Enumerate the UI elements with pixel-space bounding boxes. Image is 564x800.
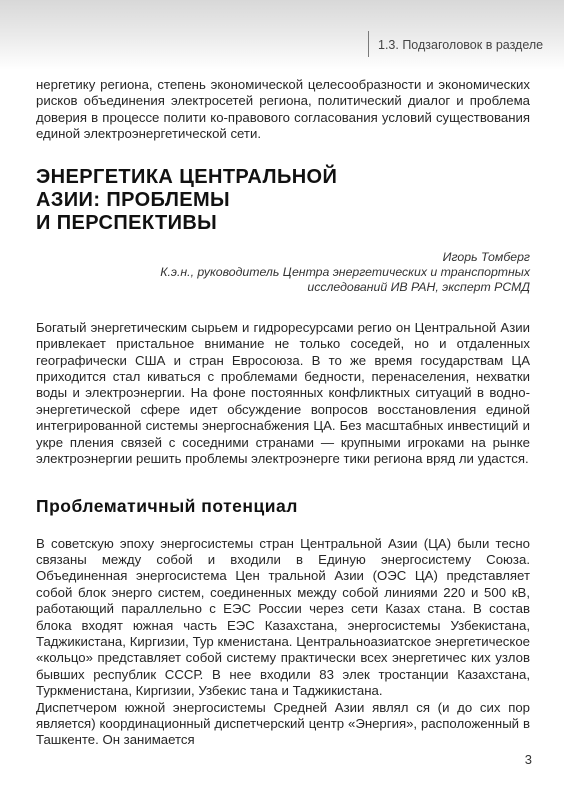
body-paragraph — [36, 536, 530, 700]
text-line: вопросов восстановления единой интегрированной системы — [36, 401, 530, 434]
text-line: тики региона вряд ли удастся. — [343, 451, 529, 467]
article-title-line: ЭНЕРГЕТИКА ЦЕНТРАЛЬНОЙ — [36, 165, 338, 188]
page-content — [36, 77, 530, 749]
text-line: кменистана. Центральноазиатское энергетическое «кольцо» — [36, 633, 530, 666]
text-line: Диспетчером южной энергосистемы Средней Азии являл — [36, 699, 409, 715]
article-title-line: И ПЕРСПЕКТИВЫ — [36, 211, 218, 234]
author-affiliation: К.э.н., руководитель Центра энергетических и транспортных — [160, 265, 530, 280]
text-line: систем, соединенных между собой линиями 220 и 500 кВ, — [157, 584, 530, 600]
text-line: В советскую эпоху энергосистемы стран Центральной Азии — [36, 535, 424, 551]
text-line: на рынке электроэнергии решить проблемы электроэнерге — [36, 434, 530, 467]
text-line: тана и Таджикистана. — [250, 683, 383, 699]
text-line: энергоснабжения ЦА. Без масштабных инвестиций и укре — [36, 418, 530, 450]
text-line: энергосистему Союза. Объединенная энергосистема Цен — [36, 551, 530, 584]
text-line: Евросоюза. В то же время государствам ЦА приходится стал — [36, 352, 530, 385]
text-line: киваться с проблемами бедности, перенаселения, нехватки — [147, 369, 531, 385]
text-line: ся (и до сих пор является) координационный диспетчерский — [36, 699, 531, 731]
text-line: ситуаций в водно-энергетической сфере идет обсуждение — [36, 385, 531, 417]
text-line: работающий параллельно с ЕЭС России через сети Казах — [36, 601, 421, 617]
author-block — [36, 250, 530, 296]
text-line: он Центральной Азии привлекает пристальное внимание не — [36, 319, 530, 352]
text-line: стана. В состав блока входят южная часть ЕЭС Казахстана, — [36, 601, 530, 633]
text-line: представляет собой систему практически всех энергетичес — [97, 650, 467, 666]
author-name: Игорь Томберг — [442, 249, 530, 264]
text-line: (ЦА) были тесно связаны между собой и входили в Единую — [36, 535, 530, 567]
page-number: 3 — [524, 752, 532, 767]
text-line: и экономических рисков объединения электросетей региона, — [36, 77, 530, 109]
intro-paragraph — [36, 77, 530, 143]
lead-paragraph — [36, 320, 530, 468]
text-line: ко-правового согласования условий существования единой — [36, 109, 530, 142]
text-line: электроэнергетической сети. — [83, 126, 262, 142]
text-line: пления связей с соседними странами — крупными игроками — [69, 434, 472, 450]
text-line: Богатый энергетическим сырьем и гидроресурсами регио — [36, 319, 392, 335]
article-title-line: АЗИИ: ПРОБЛЕМЫ — [36, 188, 231, 211]
section-heading: Проблематичный потенциал — [36, 495, 298, 516]
text-line: тральной Азии (ОЭС ЦА) представляет собой блок энерго — [36, 568, 530, 600]
text-line: нергетику региона, степень экономической целесообразности — [36, 77, 427, 92]
text-line: энергосистемы Узбекистана, Таджикистана, Киргизии, Тур — [36, 617, 530, 649]
body-paragraph — [36, 700, 530, 749]
running-header — [0, 0, 564, 70]
author-affiliation: исследований ИВ РАН, эксперт РСМД — [307, 280, 530, 295]
header-divider — [368, 31, 369, 57]
text-line: центр «Энергия», расположенный в Ташкенте. Он занимается — [36, 715, 530, 748]
text-line: ких узлов бывших республик СССР. В нее входили 83 элек — [36, 650, 530, 682]
text-line: политический диалог и проблема доверия в процессе полити — [36, 93, 530, 125]
text-line: воды и электроэнергии. На фоне постоянных конфликтных — [36, 385, 416, 401]
text-line: тростанции Казахстана, Туркменистана, Киргизии, Узбекис — [36, 666, 530, 699]
text-line: только соседей, но и отдаленных географически США и стран — [36, 336, 530, 368]
running-header-title: 1.3. Подзаголовок в разделе — [378, 38, 544, 52]
article-title — [36, 166, 530, 235]
